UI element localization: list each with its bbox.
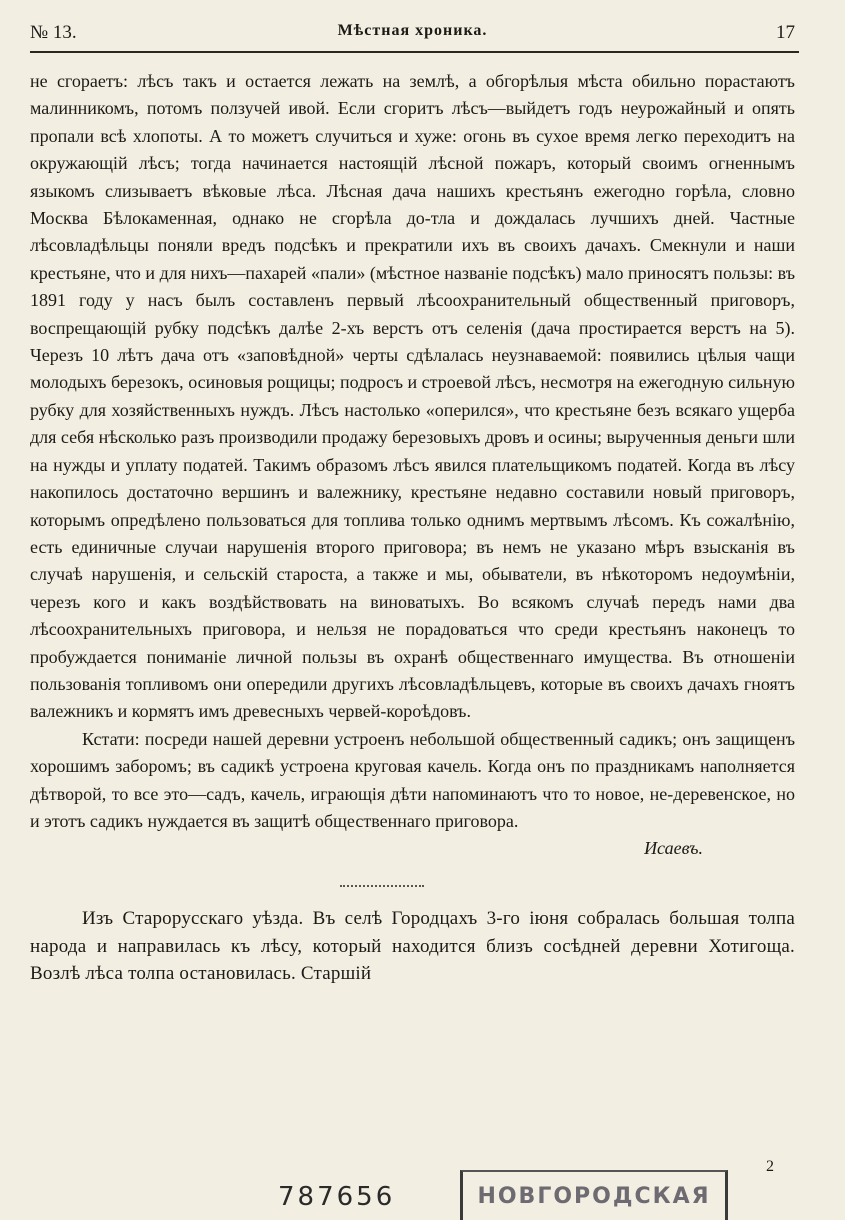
issue-number: № 13. [30, 22, 77, 43]
page-header [30, 18, 795, 48]
page-number: 17 [776, 22, 795, 43]
header-rule [30, 51, 799, 53]
article2-paragraph: Изъ Старорусскаго уѣзда. Въ селѣ Городцахъ 3-го іюня собралась большая толпа народа и направилась къ лѣсу, который находится близъ сосѣдней деревни Хотигоща. Возлѣ лѣса толпа остановилась. Старшій [30, 908, 795, 985]
section-title: Мѣстная хроника. [337, 22, 488, 39]
page-body [30, 68, 795, 988]
article1-paragraph2: Кстати: посреди нашей деревни устроенъ небольшой общественный садикъ; онъ защищенъ хорошимъ заборомъ; въ садикѣ устроена круговая качель. Когда онъ по праздникамъ наполняется дѣтворой, то все это—садъ, качель, играющія дѣти напоминаютъ что то новое, не-деревенское, но и этотъ садикъ нуждается въ защитѣ общественнаго приговора. [30, 728, 795, 831]
inventory-number: 787656 [278, 1182, 396, 1212]
signature-mark: 2 [766, 1158, 774, 1175]
article-divider [340, 879, 424, 887]
library-stamp [460, 1170, 728, 1220]
article1-paragraph1: не сгораетъ: лѣсъ такъ и остается лежать на землѣ, а обгорѣлыя мѣста обильно порастаютъ малинникомъ, потомъ ползучей ивой. Если сгоритъ лѣсъ—выйдетъ годъ неурожайный и опять пропали всѣ хлопоты. А то можетъ случиться и хуже: огонь въ сухое время легко переходитъ на окружающій лѣсъ; тогда начинается настоящій лѣсной пожаръ, который своимъ огненнымъ языкомъ слизываетъ вѣковые лѣса. Лѣсная дача нашихъ крестьянъ ежегодно горѣла, словно Москва Бѣлокаменная, однако не сгорѣла до-тла и дождалась лучшихъ дней. Частные лѣсовладѣльцы поняли вредъ подсѣкъ и прекратили ихъ въ своихъ дачахъ. Смекнули и наши крестьяне, что и для нихъ—пахарей «пали» (мѣстное названіе подсѣкъ) мало приносятъ пользы: въ 1891 году у насъ былъ составленъ первый лѣсоохранительный общественный приговоръ, воспрещающій рубку подсѣкъ далѣе 2-хъ верстъ отъ селенія (дача простирается верстъ на 5). Черезъ 10 лѣтъ дача отъ «заповѣдной» черты сдѣлалась неузнаваемой: появились цѣлыя чащи молодыхъ березокъ, осиновыя рощицы; подросъ и строевой лѣсъ, несмотря на ежегодную сильную рубку для хозяйственныхъ нуждъ. Лѣсъ настолько «оперился», что крестьяне безъ всякаго ущерба для себя нѣсколько разъ производили продажу березовыхъ дровъ и осины; вырученныя деньги шли на нужды и уплату податей. Такимъ образомъ лѣсъ явился плательщикомъ податей. Когда въ лѣсу накопилось достаточно вершинъ и валежнику, крестьяне недавно составили новый приговоръ, которымъ опредѣлено пользоваться для топлива только однимъ мертвымъ лѣсомъ. Къ сожалѣнію, есть единичные случаи нарушенія второго приговора; въ немъ не указано мѣръ взысканія въ случаѣ нарушенія, и сельскій староста, а также и мы, обыватели, въ нѣкоторомъ недоумѣніи, черезъ кого и какъ воздѣйствовать на виноватыхъ. Во всякомъ случаѣ передъ нами два лѣсоохранительныхъ приговора, и нельзя не порадоваться что среди крестьянъ наконецъ то пробуждается пониманіе личной пользы въ охранѣ общественнаго имущества. Въ отношеніи пользованія топливомъ они опередили другихъ лѣсовладѣльцевъ, которые въ своихъ дачахъ гноятъ валежникъ и кормятъ имъ древесныхъ червей-короѣдовъ. [30, 71, 795, 722]
author-signature: Исаевъ. [644, 838, 703, 859]
library-stamp-text: НОВГОРОДСКАЯ [477, 1183, 711, 1209]
